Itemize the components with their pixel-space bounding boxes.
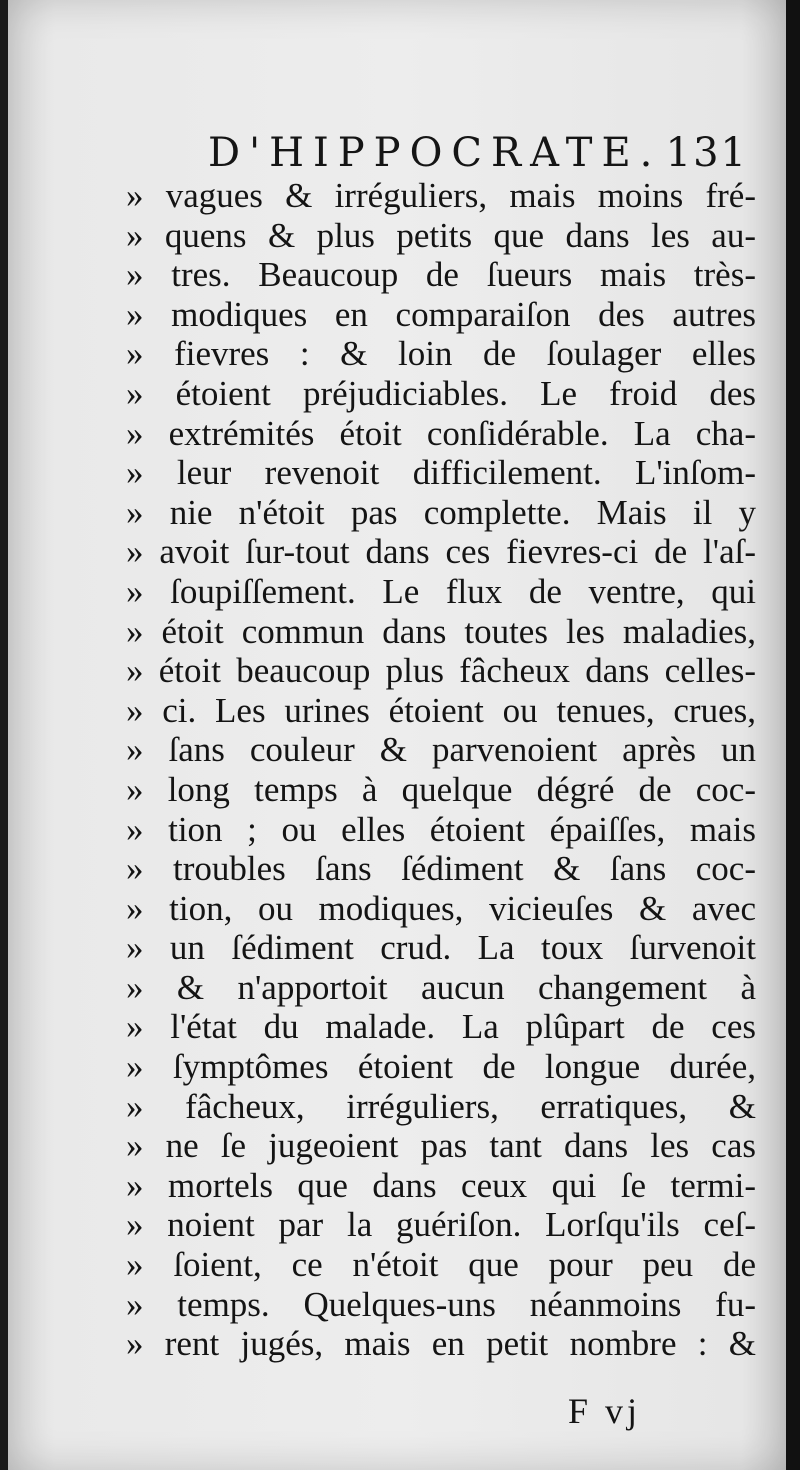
- text-line: » tion, ou modiques, vicieuſes & avec: [126, 888, 756, 928]
- text-line: » ſans couleur & parvenoient après un: [126, 730, 756, 770]
- text-line: » ci. Les urines étoient ou tenues, crues,: [126, 690, 756, 730]
- text-line: » long temps à quelque dégré de coc-: [126, 769, 756, 809]
- text-line: » ſoupiſſement. Le flux de ventre, qui: [126, 571, 756, 611]
- text-line: » avoit ſur-tout dans ces fievres-ci de l'aſ-: [126, 532, 756, 572]
- body-text: [126, 176, 756, 1364]
- book-page: [8, 0, 788, 1470]
- running-title: D'HIPPOCRATE.: [208, 130, 662, 176]
- text-line: » ſymptômes étoient de longue durée,: [126, 1047, 756, 1087]
- signature-mark: F vj: [568, 1391, 642, 1431]
- text-line: » étoit commun dans toutes les maladies,: [126, 611, 756, 651]
- text-line: » tres. Beaucoup de ſueurs mais très-: [126, 255, 756, 295]
- text-line: » étoient préjudiciables. Le froid des: [126, 373, 756, 413]
- text-line: » modiques en comparaiſon des autres: [126, 294, 756, 334]
- text-line: » extrémités étoit conſidérable. La cha-: [126, 413, 756, 453]
- page-edge-shadow: [786, 0, 800, 1470]
- text-line: » fâcheux, irréguliers, erratiques, &: [126, 1086, 756, 1126]
- text-line: » mortels que dans ceux qui ſe termi-: [126, 1165, 756, 1205]
- text-line: » tion ; ou elles étoient épaiſſes, mais: [126, 809, 756, 849]
- text-line: » rent jugés, mais en petit nombre : &: [126, 1324, 756, 1364]
- text-line: » nie n'étoit pas complette. Mais il y: [126, 492, 756, 532]
- text-line: » un ſédiment crud. La toux ſurvenoit: [126, 928, 756, 968]
- text-line: » quens & plus petits que dans les au-: [126, 215, 756, 255]
- text-line: » fievres : & loin de ſoulager elles: [126, 334, 756, 374]
- text-line: » leur revenoit difficilement. L'inſom-: [126, 453, 756, 493]
- page-number: 131: [665, 130, 748, 176]
- text-line: » ne ſe jugeoient pas tant dans les cas: [126, 1126, 756, 1166]
- text-line: » vagues & irréguliers, mais moins fré-: [126, 176, 756, 215]
- text-line: » étoit beaucoup plus fâcheux dans celles-: [126, 651, 756, 691]
- text-line: » & n'apportoit aucun changement à: [126, 967, 756, 1007]
- text-line: » temps. Quelques-uns néanmoins fu-: [126, 1284, 756, 1324]
- text-line: » ſoient, ce n'étoit que pour peu de: [126, 1245, 756, 1285]
- running-header: [208, 128, 748, 178]
- text-line: » noient par la guériſon. Lorſqu'ils ceſ-: [126, 1205, 756, 1245]
- text-line: » l'état du malade. La plûpart de ces: [126, 1007, 756, 1047]
- text-line: » troubles ſans ſédiment & ſans coc-: [126, 849, 756, 889]
